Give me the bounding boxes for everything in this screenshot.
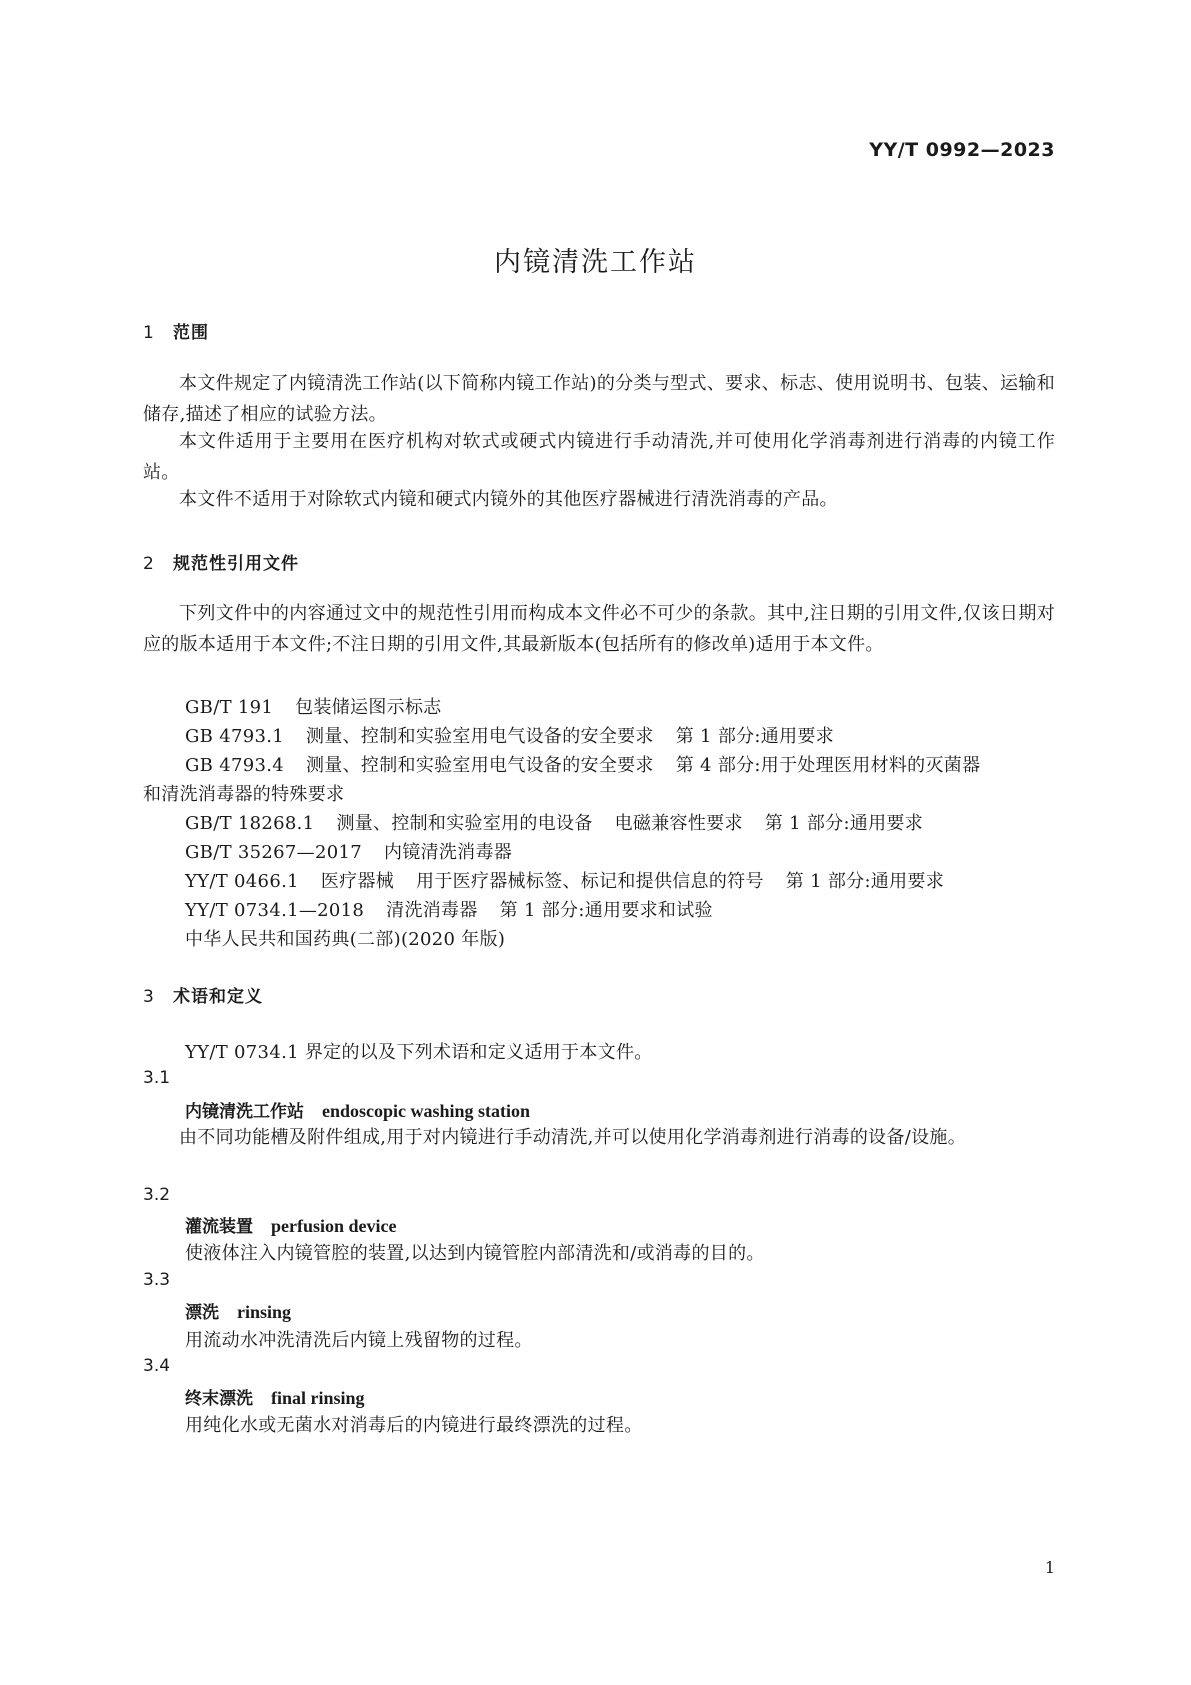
reference-part: 第 1 部分:通用要求 [764, 813, 924, 834]
page-number: 1 [1044, 1558, 1055, 1577]
reference-title: 包装储运图示标志 [295, 697, 442, 718]
term-definition: 由不同功能槽及附件组成,用于对内镜进行手动清洗,并可以使用化学消毒剂进行消毒的设备/设施。 [179, 1127, 967, 1148]
references-intro: 下列文件中的内容通过文中的规范性引用而构成本文件必不可少的条款。其中,注日期的引用文件,仅该日期对应的版本适用于本文件;不注日期的引用文件,其最新版本(包括所有的修改单)适用于本文件。 [143, 603, 1055, 655]
term-heading [185, 1212, 397, 1237]
term-en: final rinsing [271, 1388, 365, 1408]
reference-title: 医疗器械 [320, 871, 395, 892]
reference-code: GB 4793.4 [185, 755, 285, 776]
reference-code: YY/T 0466.1 [185, 871, 299, 892]
reference-subtitle: 电磁兼容性要求 [614, 813, 743, 834]
section-heading-terms [143, 982, 263, 1007]
section-title: 术语和定义 [173, 987, 263, 1007]
reference-item [185, 809, 923, 835]
reference-continuation: 和清洗消毒器的特殊要求 [143, 784, 345, 805]
reference-title: 测量、控制和实验室用的电设备 [336, 813, 593, 834]
term-number: 3.4 [143, 1356, 171, 1376]
reference-item [185, 867, 944, 893]
scope-paragraph-2: 本文件适用于主要用在医疗机构对软式或硬式内镜进行手动清洗,并可使用化学消毒剂进行消毒的内镜工作站。 [143, 431, 1055, 483]
term-zh: 灌流装置 [185, 1217, 253, 1237]
term-number: 3.1 [143, 1068, 171, 1088]
reference-pharmacopoeia: 中华人民共和国药典(二部)(2020 年版) [185, 929, 506, 950]
term-heading [185, 1097, 530, 1122]
standard-code: YY/T 0992—2023 [869, 139, 1055, 161]
reference-part: 第 4 部分:用于处理医用材料的灭菌器 [675, 755, 981, 776]
section-number: 1 [143, 323, 155, 343]
term-en: endoscopic washing station [322, 1101, 531, 1121]
section-title: 范围 [173, 323, 209, 343]
term-zh: 终末漂洗 [185, 1389, 253, 1409]
reference-item [185, 722, 834, 748]
reference-item [185, 838, 512, 864]
reference-part: 第 1 部分:通用要求 [785, 871, 945, 892]
reference-item [185, 896, 713, 922]
reference-title: 测量、控制和实验室用电气设备的安全要求 [306, 726, 654, 747]
section-number: 3 [143, 987, 155, 1007]
section-number: 2 [143, 554, 155, 574]
term-number: 3.2 [143, 1185, 171, 1205]
reference-code: GB/T 35267—2017 [185, 842, 362, 863]
scope-paragraph-3: 本文件不适用于对除软式内镜和硬式内镜外的其他医疗器械进行清洗消毒的产品。 [179, 489, 838, 510]
term-heading [185, 1298, 291, 1323]
section-heading-scope [143, 318, 209, 343]
reference-subtitle: 用于医疗器械标签、标记和提供信息的符号 [416, 871, 764, 892]
reference-part: 第 1 部分:通用要求和试验 [499, 900, 713, 921]
term-zh: 漂洗 [185, 1303, 219, 1323]
term-definition: 用纯化水或无菌水对消毒后的内镜进行最终漂洗的过程。 [185, 1415, 643, 1436]
reference-title: 内镜清洗消毒器 [383, 842, 513, 863]
reference-code: GB 4793.1 [185, 726, 285, 747]
reference-code: GB/T 191 [185, 697, 274, 718]
section-title: 规范性引用文件 [173, 554, 299, 574]
document-title: 内镜清洗工作站 [494, 247, 697, 278]
term-heading [185, 1384, 365, 1409]
reference-title: 测量、控制和实验室用电气设备的安全要求 [306, 755, 654, 776]
term-en: rinsing [237, 1302, 292, 1322]
term-definition: 用流动水冲洗清洗后内镜上残留物的过程。 [185, 1330, 533, 1351]
term-definition: 使液体注入内镜管腔的装置,以达到内镜管腔内部清洗和/或消毒的目的。 [185, 1243, 765, 1264]
reference-item [185, 751, 980, 777]
term-zh: 内镜清洗工作站 [185, 1102, 304, 1122]
reference-item [185, 693, 442, 719]
term-number: 3.3 [143, 1270, 171, 1290]
term-en: perfusion device [271, 1216, 397, 1236]
reference-title: 清洗消毒器 [386, 900, 478, 921]
terms-intro: YY/T 0734.1 界定的以及下列术语和定义适用于本文件。 [185, 1042, 653, 1063]
scope-paragraph-1: 本文件规定了内镜清洗工作站(以下简称内镜工作站)的分类与型式、要求、标志、使用说明书、包装、运输和储存,描述了相应的试验方法。 [143, 373, 1055, 425]
reference-code: GB/T 18268.1 [185, 813, 315, 834]
reference-code: YY/T 0734.1—2018 [185, 900, 365, 921]
section-heading-normative-references [143, 549, 299, 574]
reference-part: 第 1 部分:通用要求 [675, 726, 834, 747]
